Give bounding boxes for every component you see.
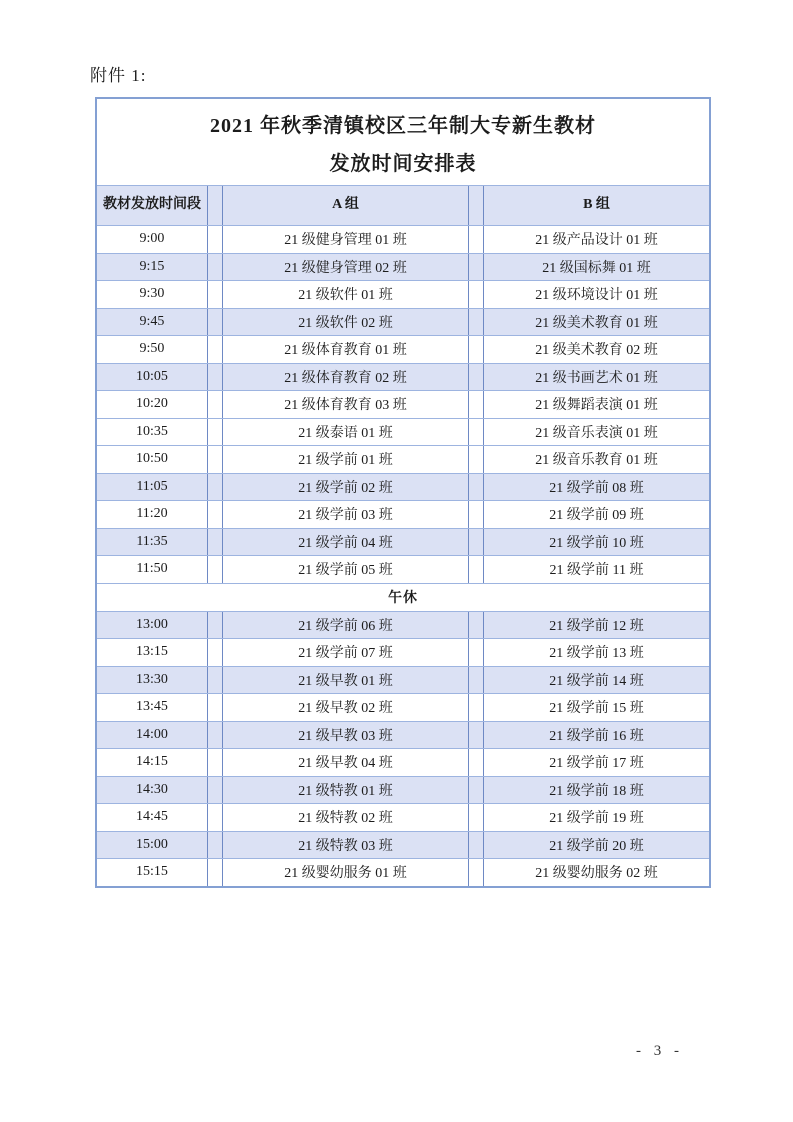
table-row xyxy=(97,391,709,419)
table-row xyxy=(97,501,709,529)
table-row xyxy=(97,364,709,392)
spacer-cell xyxy=(207,474,223,501)
group-b-cell: 21 级环境设计 01 班 xyxy=(535,288,658,304)
time-cell: 14:00 xyxy=(136,726,168,742)
table-row xyxy=(97,226,709,254)
spacer-cell xyxy=(207,804,223,831)
group-b-cell: 21 级婴幼服务 02 班 xyxy=(535,866,658,882)
spacer-cell xyxy=(468,336,484,363)
group-b-cell: 21 级学前 18 班 xyxy=(549,783,644,799)
spacer-cell xyxy=(207,336,223,363)
group-b-cell: 21 级音乐教育 01 班 xyxy=(535,453,658,469)
spacer-cell xyxy=(207,749,223,776)
group-a-cell: 21 级学前 03 班 xyxy=(298,508,393,524)
afternoon-section xyxy=(97,612,709,886)
spacer-cell xyxy=(207,667,223,694)
spacer-cell xyxy=(468,419,484,446)
spacer-cell xyxy=(468,667,484,694)
time-cell: 14:15 xyxy=(136,754,168,770)
group-a-cell: 21 级软件 02 班 xyxy=(298,315,393,331)
header-spacer-cell xyxy=(468,186,484,225)
table-row xyxy=(97,832,709,860)
group-b-cell: 21 级学前 16 班 xyxy=(549,728,644,744)
group-a-cell: 21 级学前 01 班 xyxy=(298,453,393,469)
time-cell: 9:00 xyxy=(139,231,165,247)
table-row xyxy=(97,336,709,364)
spacer-cell xyxy=(468,529,484,556)
spacer-cell xyxy=(468,281,484,308)
time-cell: 11:05 xyxy=(136,478,168,494)
spacer-cell xyxy=(207,859,223,886)
time-cell: 10:20 xyxy=(136,396,168,412)
group-b-cell: 21 级学前 08 班 xyxy=(549,480,644,496)
spacer-cell xyxy=(468,226,484,253)
table-title-line1: 2021 年秋季清镇校区三年制大专新生教材 xyxy=(210,114,596,137)
group-a-cell: 21 级泰语 01 班 xyxy=(298,425,393,441)
table-row xyxy=(97,446,709,474)
time-cell: 15:00 xyxy=(136,836,168,852)
group-a-cell: 21 级体育教育 01 班 xyxy=(284,343,407,359)
spacer-cell xyxy=(468,364,484,391)
time-cell: 9:15 xyxy=(139,258,165,274)
spacer-cell xyxy=(468,474,484,501)
time-cell: 13:30 xyxy=(136,671,168,687)
header-time-cell: 教材发放时间段 xyxy=(103,197,201,213)
group-b-cell: 21 级产品设计 01 班 xyxy=(535,233,658,249)
time-cell: 10:50 xyxy=(136,451,168,467)
time-cell: 10:35 xyxy=(136,423,168,439)
spacer-cell xyxy=(207,501,223,528)
group-a-cell: 21 级学前 04 班 xyxy=(298,535,393,551)
spacer-cell xyxy=(468,446,484,473)
group-a-cell: 21 级健身管理 02 班 xyxy=(284,260,407,276)
time-cell: 13:00 xyxy=(136,616,168,632)
group-b-cell: 21 级美术教育 01 班 xyxy=(535,315,658,331)
group-b-cell: 21 级学前 17 班 xyxy=(549,756,644,772)
group-a-cell: 21 级早教 01 班 xyxy=(298,673,393,689)
spacer-cell xyxy=(207,226,223,253)
group-a-cell: 21 级早教 04 班 xyxy=(298,756,393,772)
header-group-a-cell: A 组 xyxy=(332,197,359,213)
table-row xyxy=(97,694,709,722)
group-a-cell: 21 级早教 03 班 xyxy=(298,728,393,744)
table-title xyxy=(97,99,709,186)
group-b-cell: 21 级舞蹈表演 01 班 xyxy=(535,398,658,414)
spacer-cell xyxy=(207,364,223,391)
group-b-cell: 21 级美术教育 02 班 xyxy=(535,343,658,359)
morning-section xyxy=(97,226,709,584)
time-cell: 11:20 xyxy=(136,506,168,522)
group-b-cell: 21 级学前 13 班 xyxy=(549,646,644,662)
group-b-cell: 21 级学前 09 班 xyxy=(549,508,644,524)
table-row xyxy=(97,529,709,557)
table-row xyxy=(97,556,709,584)
page-number: - 3 - xyxy=(636,1043,679,1059)
spacer-cell xyxy=(207,254,223,281)
spacer-cell xyxy=(207,694,223,721)
time-cell: 14:30 xyxy=(136,781,168,797)
group-b-cell: 21 级学前 11 班 xyxy=(549,563,644,579)
table-title-line2: 发放时间安排表 xyxy=(329,152,477,175)
group-a-cell: 21 级婴幼服务 01 班 xyxy=(284,866,407,882)
schedule-table xyxy=(95,97,711,888)
group-b-cell: 21 级学前 14 班 xyxy=(549,673,644,689)
spacer-cell xyxy=(468,749,484,776)
table-row xyxy=(97,474,709,502)
time-cell: 10:05 xyxy=(136,368,168,384)
group-a-cell: 21 级学前 05 班 xyxy=(298,563,393,579)
time-cell: 9:50 xyxy=(139,341,165,357)
group-b-cell: 21 级国标舞 01 班 xyxy=(542,260,651,276)
group-a-cell: 21 级特教 02 班 xyxy=(298,811,393,827)
group-b-cell: 21 级学前 12 班 xyxy=(549,618,644,634)
table-row xyxy=(97,309,709,337)
table-row xyxy=(97,722,709,750)
group-b-cell: 21 级学前 15 班 xyxy=(549,701,644,717)
time-cell: 13:15 xyxy=(136,644,168,660)
table-row xyxy=(97,612,709,640)
attachment-label: 附件 1: xyxy=(90,66,147,85)
spacer-cell xyxy=(468,832,484,859)
group-a-cell: 21 级学前 07 班 xyxy=(298,646,393,662)
spacer-cell xyxy=(207,832,223,859)
spacer-cell xyxy=(468,694,484,721)
group-b-cell: 21 级学前 19 班 xyxy=(549,811,644,827)
table-row xyxy=(97,419,709,447)
table-row xyxy=(97,749,709,777)
time-cell: 13:45 xyxy=(136,699,168,715)
spacer-cell xyxy=(468,722,484,749)
time-cell: 11:50 xyxy=(136,561,168,577)
table-row xyxy=(97,281,709,309)
group-b-cell: 21 级书画艺术 01 班 xyxy=(535,370,658,386)
group-a-cell: 21 级特教 01 班 xyxy=(298,783,393,799)
table-row xyxy=(97,639,709,667)
spacer-cell xyxy=(468,254,484,281)
lunch-break-row xyxy=(97,584,709,612)
table-row xyxy=(97,859,709,886)
spacer-cell xyxy=(468,639,484,666)
header-group-b-cell: B 组 xyxy=(583,197,610,213)
spacer-cell xyxy=(207,722,223,749)
group-a-cell: 21 级软件 01 班 xyxy=(298,288,393,304)
table-row xyxy=(97,254,709,282)
spacer-cell xyxy=(207,391,223,418)
table-row xyxy=(97,667,709,695)
spacer-cell xyxy=(207,777,223,804)
time-cell: 14:45 xyxy=(136,809,168,825)
time-cell: 15:15 xyxy=(136,864,168,880)
spacer-cell xyxy=(468,612,484,639)
table-row xyxy=(97,777,709,805)
spacer-cell xyxy=(468,391,484,418)
group-b-cell: 21 级音乐表演 01 班 xyxy=(535,425,658,441)
spacer-cell xyxy=(207,639,223,666)
group-a-cell: 21 级学前 06 班 xyxy=(298,618,393,634)
time-cell: 11:35 xyxy=(136,533,168,549)
spacer-cell xyxy=(468,309,484,336)
time-cell: 9:45 xyxy=(139,313,165,329)
lunch-break-label: 午休 xyxy=(388,591,418,606)
spacer-cell xyxy=(207,446,223,473)
spacer-cell xyxy=(468,804,484,831)
spacer-cell xyxy=(207,281,223,308)
spacer-cell xyxy=(468,556,484,583)
group-a-cell: 21 级体育教育 02 班 xyxy=(284,370,407,386)
spacer-cell xyxy=(207,419,223,446)
spacer-cell xyxy=(468,501,484,528)
spacer-cell xyxy=(207,612,223,639)
table-header xyxy=(97,186,709,226)
group-a-cell: 21 级特教 03 班 xyxy=(298,838,393,854)
spacer-cell xyxy=(468,777,484,804)
spacer-cell xyxy=(207,556,223,583)
spacer-cell xyxy=(207,529,223,556)
group-a-cell: 21 级健身管理 01 班 xyxy=(284,233,407,249)
group-a-cell: 21 级学前 02 班 xyxy=(298,480,393,496)
time-cell: 9:30 xyxy=(139,286,165,302)
table-row xyxy=(97,804,709,832)
header-spacer-cell xyxy=(207,186,223,225)
group-a-cell: 21 级体育教育 03 班 xyxy=(284,398,407,414)
group-b-cell: 21 级学前 10 班 xyxy=(549,535,644,551)
spacer-cell xyxy=(207,309,223,336)
group-a-cell: 21 级早教 02 班 xyxy=(298,701,393,717)
group-b-cell: 21 级学前 20 班 xyxy=(549,838,644,854)
spacer-cell xyxy=(468,859,484,886)
